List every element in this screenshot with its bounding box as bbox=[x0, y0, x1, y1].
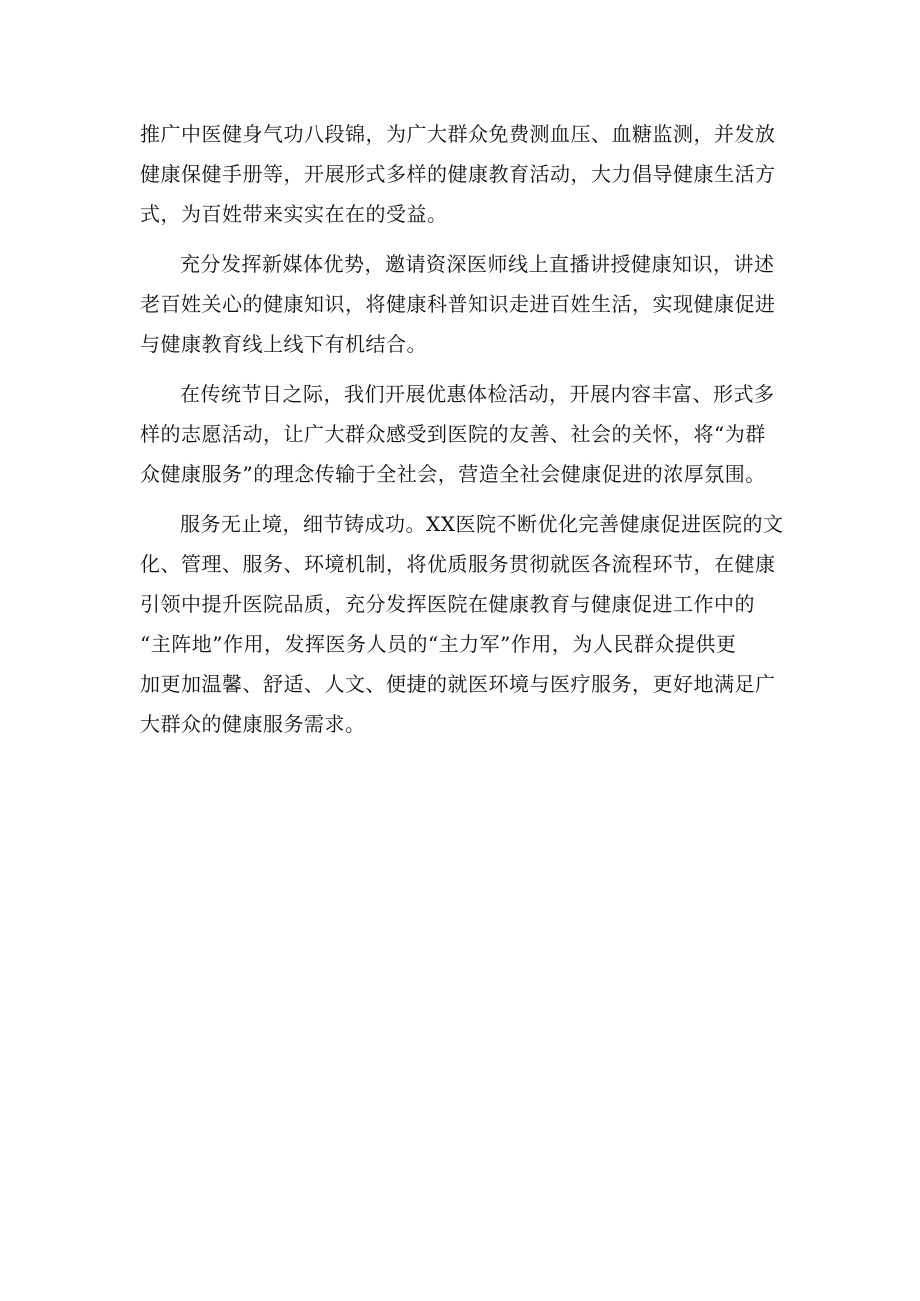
paragraph-line: 加更加温馨、舒适、人文、便捷的就医环境与医疗服务，更好地满足广 bbox=[140, 672, 776, 696]
paragraph-2 bbox=[140, 244, 780, 364]
paragraph-line: “主阵地”作用，发挥医务人员的“主力军”作用，为人民群众提供更 bbox=[140, 632, 737, 656]
paragraph-line: 大群众的健康服务需求。 bbox=[140, 712, 366, 736]
document-body bbox=[140, 114, 784, 754]
paragraph-line: 化、管理、服务、环境机制，将优质服务贯彻就医各流程环节，在健康 bbox=[140, 552, 776, 576]
paragraph-4 bbox=[140, 504, 784, 744]
paragraph-line: 老百姓关心的健康知识，将健康科普知识走进百姓生活，实现健康促进 bbox=[140, 292, 776, 316]
paragraph-line: 充分发挥新媒体优势，邀请资深医师线上直播讲授健康知识，讲述 bbox=[180, 252, 775, 276]
paragraph-line: 引领中提升医院品质，充分发挥医院在健康教育与健康促进工作中的 bbox=[140, 592, 755, 616]
paragraph-1 bbox=[140, 114, 780, 234]
paragraph-line: 样的志愿活动，让广大群众感受到医院的友善、社会的关怀，将“为群 bbox=[140, 422, 766, 446]
paragraph-line: 健康保健手册等，开展形式多样的健康教育活动，大力倡导健康生活方 bbox=[140, 162, 776, 186]
paragraph-line: 服务无止境，细节铸成功。XX医院不断优化完善健康促进医院的文 bbox=[180, 512, 784, 536]
paragraph-line: 推广中医健身气功八段锦，为广大群众免费测血压、血糖监测，并发放 bbox=[140, 122, 776, 146]
paragraph-line: 在传统节日之际，我们开展优惠体检活动，开展内容丰富、形式多 bbox=[180, 382, 775, 406]
paragraph-line: 式，为百姓带来实实在在的受益。 bbox=[140, 202, 448, 226]
paragraph-line: 与健康教育线上线下有机结合。 bbox=[140, 332, 427, 356]
paragraph-3 bbox=[140, 374, 780, 494]
paragraph-line: 众健康服务”的理念传输于全社会，营造全社会健康促进的浓厚氛围。 bbox=[140, 462, 766, 486]
